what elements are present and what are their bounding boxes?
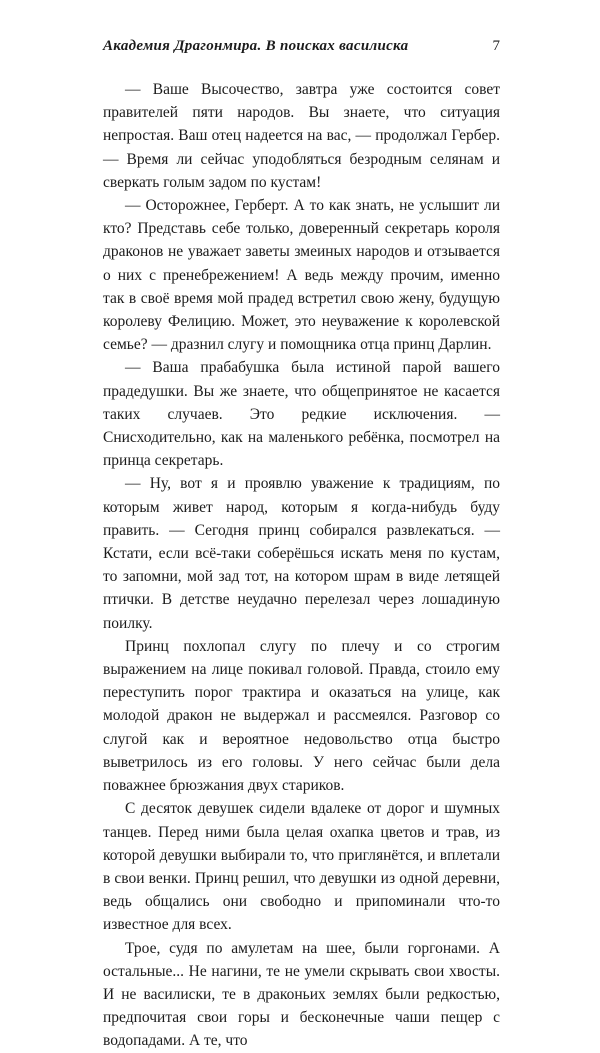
paragraph: Трое, судя по амулетам на шее, были горгонами. А остальные... Не нагини, те не умели скрывать свои хвосты. И не василиски, те в драконьих землях были редкостью, предпочитая свои горы и бесконечные чаши пещер с водопадами. А те, что xyxy=(103,939,500,1050)
paragraph: — Ну, вот я и проявлю уважение к традициям, по которым живет народ, которым я когда-нибудь буду править. — Сегодня принц собирался развлекаться. — Кстати, если всё-таки соберёшься искать меня по кустам, то запомни, мой зад тот, на котором шрам в виде летящей птички. В детстве неудачно перелезал через лошадиную поилку. xyxy=(103,475,500,632)
running-head xyxy=(103,38,500,58)
running-title: Академия Драгонмира. В поисках василиска xyxy=(103,38,409,54)
paragraph: — Ваша прабабушка была истиной парой вашего прадедушки. Вы же знаете, что общепринятое не касается таких случаев. Это редкие исключения. — Снисходительно, как на маленького ребёнка, посмотрел на принца секретарь. xyxy=(103,359,500,470)
paragraph: Принц похлопал слугу по плечу и со строгим выражением на лице покивал головой. Правда, стоило ему переступить порог трактира и оказаться на улице, как молодой дракон не выдержал и рассмеялся. Разговор со слугой как и вероятное недовольство отца быстро выветрилось из его головы. У него сейчас были дела поважнее брюзжания двух стариков. xyxy=(103,637,500,795)
paragraph: С десяток девушек сидели вдалеке от дорог и шумных танцев. Перед ними была целая охапка цветов и трав, из которой девушки выбирали то, что приглянётся, и вплетали в свои венки. Принц решил, что девушки из одной деревни, ведь общались они свободно и припоминали что-то известное для всех. xyxy=(103,800,500,934)
paragraph: — Ваше Высочество, завтра уже состоится совет правителей пяти народов. Вы знаете, что ситуация непростая. Ваш отец надеется на вас, — продолжал Гербер. — Время ли сейчас уподобляться безродным селянам и сверкать голым задом по кустам! xyxy=(103,81,500,191)
paragraph: — Осторожнее, Герберт. А то как знать, не услышит ли кто? Представь себе только, доверенный секретарь короля драконов не уважает заветы змеиных народов и отзывается о них с пренебрежением! А ведь между прочим, именно так в своё время мой прадед встретил свою жену, будущую королеву Фелицию. Может, это неуважение к королевской семье? — дразнил слугу и помощника отца принц Дарлин. xyxy=(103,197,500,354)
body-text xyxy=(103,78,500,1053)
page-number: 7 xyxy=(492,38,500,54)
